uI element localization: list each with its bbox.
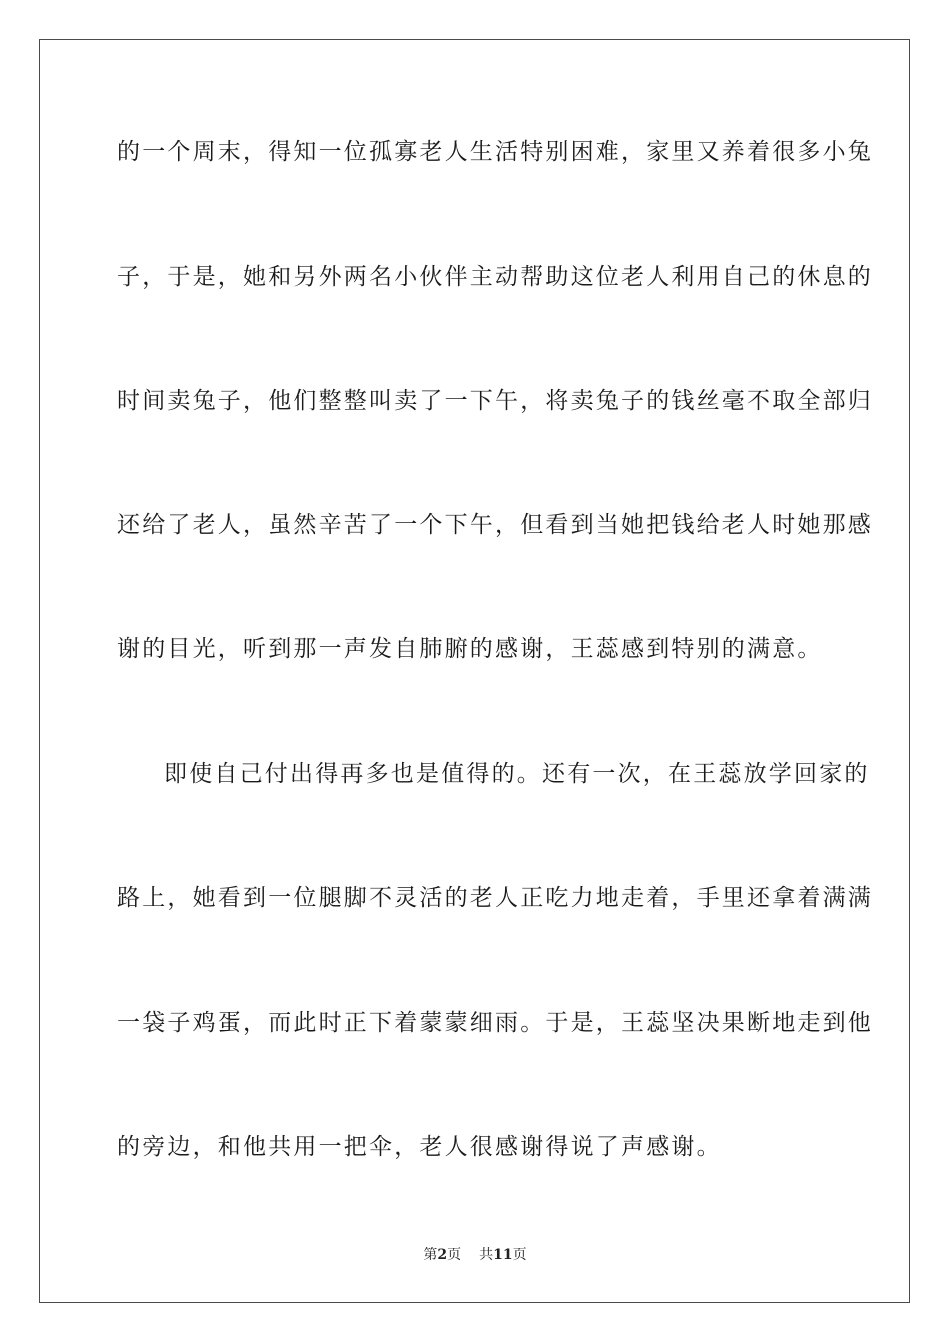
text-line-5: 谢的目光，听到那一声发自肺腑的感谢，王蕊感到特别的满意。 — [117, 636, 823, 662]
page-prefix: 第 — [423, 1247, 438, 1263]
text-line-9: 的旁边，和他共用一把伞，老人很感谢得说了声感谢。 — [117, 1134, 722, 1160]
text-line-3: 时间卖兔子，他们整整叫卖了一下午，将卖兔子的钱丝毫不取全部归 — [117, 388, 873, 414]
total-prefix: 共 — [479, 1247, 494, 1263]
page-suffix: 页 — [447, 1247, 462, 1263]
text-line-2: 子，于是，她和另外两名小伙伴主动帮助这位老人利用自己的休息的 — [117, 264, 873, 290]
total-pages: 11 — [493, 1247, 513, 1263]
total-suffix: 页 — [512, 1247, 527, 1263]
text-line-6: 即使自己付出得再多也是值得的。还有一次，在王蕊放学回家的 — [164, 761, 870, 787]
text-line-1: 的一个周末，得知一位孤寡老人生活特别困难，家里又养着很多小兔 — [117, 139, 873, 165]
text-line-8: 一袋子鸡蛋，而此时正下着蒙蒙细雨。于是，王蕊坚决果断地走到他 — [117, 1010, 873, 1036]
text-line-4: 还给了老人，虽然辛苦了一个下午，但看到当她把钱给老人时她那感 — [117, 512, 873, 538]
page-footer — [0, 1246, 950, 1264]
page-number: 2 — [437, 1247, 448, 1263]
text-line-7: 路上，她看到一位腿脚不灵活的老人正吃力地走着，手里还拿着满满 — [117, 885, 873, 911]
page-border — [39, 39, 910, 1303]
